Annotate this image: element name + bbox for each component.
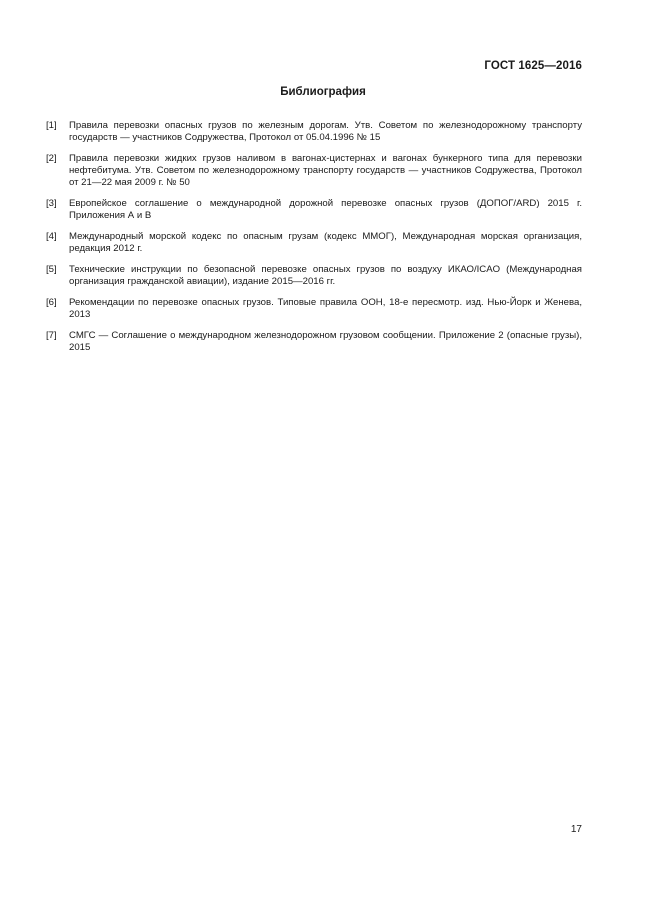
bibliography-item-number: [6] xyxy=(46,296,57,308)
bibliography-item xyxy=(46,153,582,190)
page-number: 17 xyxy=(570,824,582,835)
bibliography-item-number: [1] xyxy=(46,120,57,131)
bibliography-item-text: СМГС — Соглашение о международном железнодорожном грузовом сообщении. Приложение 2 (опасные грузы), 2015 xyxy=(69,329,582,353)
bibliography-item xyxy=(46,264,582,288)
bibliography-item-text: Правила перевозки жидких грузов наливом в вагонах-цистернах и вагонах бункерного типа для перевозки нефтебитума. Утв. Советом по железнодорожному транспорту государств — участников Содружества, Протокол от 21—22 мая 2009 г. № 50 xyxy=(69,152,582,189)
bibliography-title: Библиография xyxy=(280,86,366,98)
bibliography-item xyxy=(46,297,582,321)
bibliography-item xyxy=(46,330,582,354)
bibliography-item-number: [7] xyxy=(46,329,57,341)
bibliography-item-number: [4] xyxy=(46,230,57,242)
bibliography-item-number: [5] xyxy=(46,263,57,275)
bibliography-item xyxy=(46,231,582,255)
bibliography-item-text: Технические инструкции по безопасной перевозке опасных грузов по воздуху ИКАО/ICAO (Международная организация гражданской авиации), издание 2015—2016 гг. xyxy=(69,263,582,288)
bibliography-item xyxy=(46,120,582,144)
bibliography-item xyxy=(46,198,582,222)
standard-code: ГОСТ 1625—2016 xyxy=(484,60,582,72)
bibliography-item-text: Европейское соглашение о международной дорожной перевозке опасных грузов (ДОПОГ/ARD) 2015 г. Приложения А и В xyxy=(69,198,582,222)
bibliography-item-number: [3] xyxy=(46,198,57,210)
bibliography-item-number: [2] xyxy=(46,152,57,164)
bibliography-item-text: Международный морской кодекс по опасным грузам (кодекс ММОГ), Международная морская организация, редакция 2012 г. xyxy=(69,230,582,255)
bibliography-item-text: Правила перевозки опасных грузов по железным дорогам. Утв. Советом по железнодорожному транспорту государств — участников Содружества, Протокол от 05.04.1996 № 15 xyxy=(69,120,582,144)
bibliography-list xyxy=(46,120,582,363)
bibliography-item-text: Рекомендации по перевозке опасных грузов. Типовые правила ООН, 18-е пересмотр. изд. Нью-Йорк и Женева, 2013 xyxy=(69,296,582,320)
